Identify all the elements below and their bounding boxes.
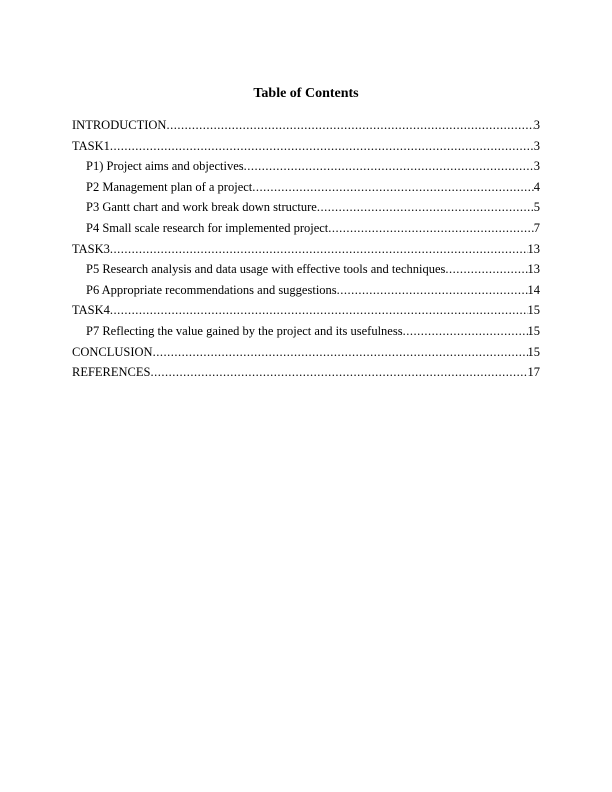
toc-entry[interactable]: [72, 239, 540, 260]
toc-entry[interactable]: [72, 218, 540, 239]
toc-entry[interactable]: [72, 156, 540, 177]
toc-entry[interactable]: [72, 197, 540, 218]
toc-leader-dots: [153, 342, 528, 363]
toc-entry[interactable]: [72, 136, 540, 157]
toc-leader-dots: [244, 156, 534, 177]
toc-leader-dots: [110, 136, 534, 157]
toc-leader-dots: [252, 177, 533, 198]
toc-entry-label: P4 Small scale research for implemented project: [86, 220, 329, 235]
toc-leader-dots: [445, 259, 527, 280]
toc-entry-label: P1) Project aims and objectives: [86, 159, 244, 174]
toc-entry-page-number: 4: [533, 179, 540, 194]
toc-entry[interactable]: [72, 280, 540, 301]
toc-entry-label: REFERENCES: [72, 365, 151, 380]
toc-entry-page-number: 13: [527, 241, 540, 256]
toc-leader-dots: [110, 300, 528, 321]
toc-entry-label: TASK1: [72, 138, 110, 153]
toc-entry-label: CONCLUSION: [72, 344, 153, 359]
toc-entry-page-number: 7: [533, 220, 540, 235]
toc-entry-label: TASK3: [72, 241, 110, 256]
toc-entry[interactable]: [72, 362, 540, 383]
toc-entry-label: P3 Gantt chart and work break down structure: [86, 200, 317, 215]
toc-entry-page-number: 13: [527, 262, 540, 277]
table-of-contents: [72, 115, 540, 383]
toc-entry[interactable]: [72, 321, 540, 342]
toc-entry-label: P5 Research analysis and data usage with effective tools and techniques: [86, 262, 446, 277]
toc-entry-page-number: 3: [533, 138, 540, 153]
toc-entry-page-number: 17: [527, 365, 540, 380]
toc-leader-dots: [328, 218, 533, 239]
toc-entry[interactable]: [72, 115, 540, 136]
toc-entry-page-number: 14: [527, 282, 540, 297]
toc-leader-dots: [317, 197, 534, 218]
toc-leader-dots: [151, 362, 528, 383]
toc-entry-label: TASK4: [72, 303, 110, 318]
toc-entry-page-number: 15: [527, 344, 540, 359]
toc-leader-dots: [110, 239, 528, 260]
toc-entry-label: INTRODUCTION: [72, 118, 167, 132]
toc-entry-page-number: 3: [533, 159, 540, 174]
toc-entry[interactable]: [72, 177, 540, 198]
toc-leader-dots: [403, 321, 528, 342]
toc-entry-page-number: 15: [527, 323, 540, 338]
toc-entry-label: P2 Management plan of a project: [86, 179, 253, 194]
toc-entry-label: P6 Appropriate recommendations and suggestions: [86, 282, 337, 297]
toc-entry[interactable]: [72, 342, 540, 363]
toc-entry-label: P7 Reflecting the value gained by the project and its usefulness: [86, 323, 403, 338]
toc-entry[interactable]: [72, 259, 540, 280]
page-title: Table of Contents: [253, 86, 359, 101]
toc-entry-page-number: 5: [533, 200, 540, 215]
toc-entry[interactable]: [72, 300, 540, 321]
toc-leader-dots: [166, 115, 533, 136]
toc-entry-page-number: 15: [527, 303, 540, 318]
toc-leader-dots: [337, 280, 528, 301]
toc-entry-page-number: 3: [533, 118, 540, 132]
